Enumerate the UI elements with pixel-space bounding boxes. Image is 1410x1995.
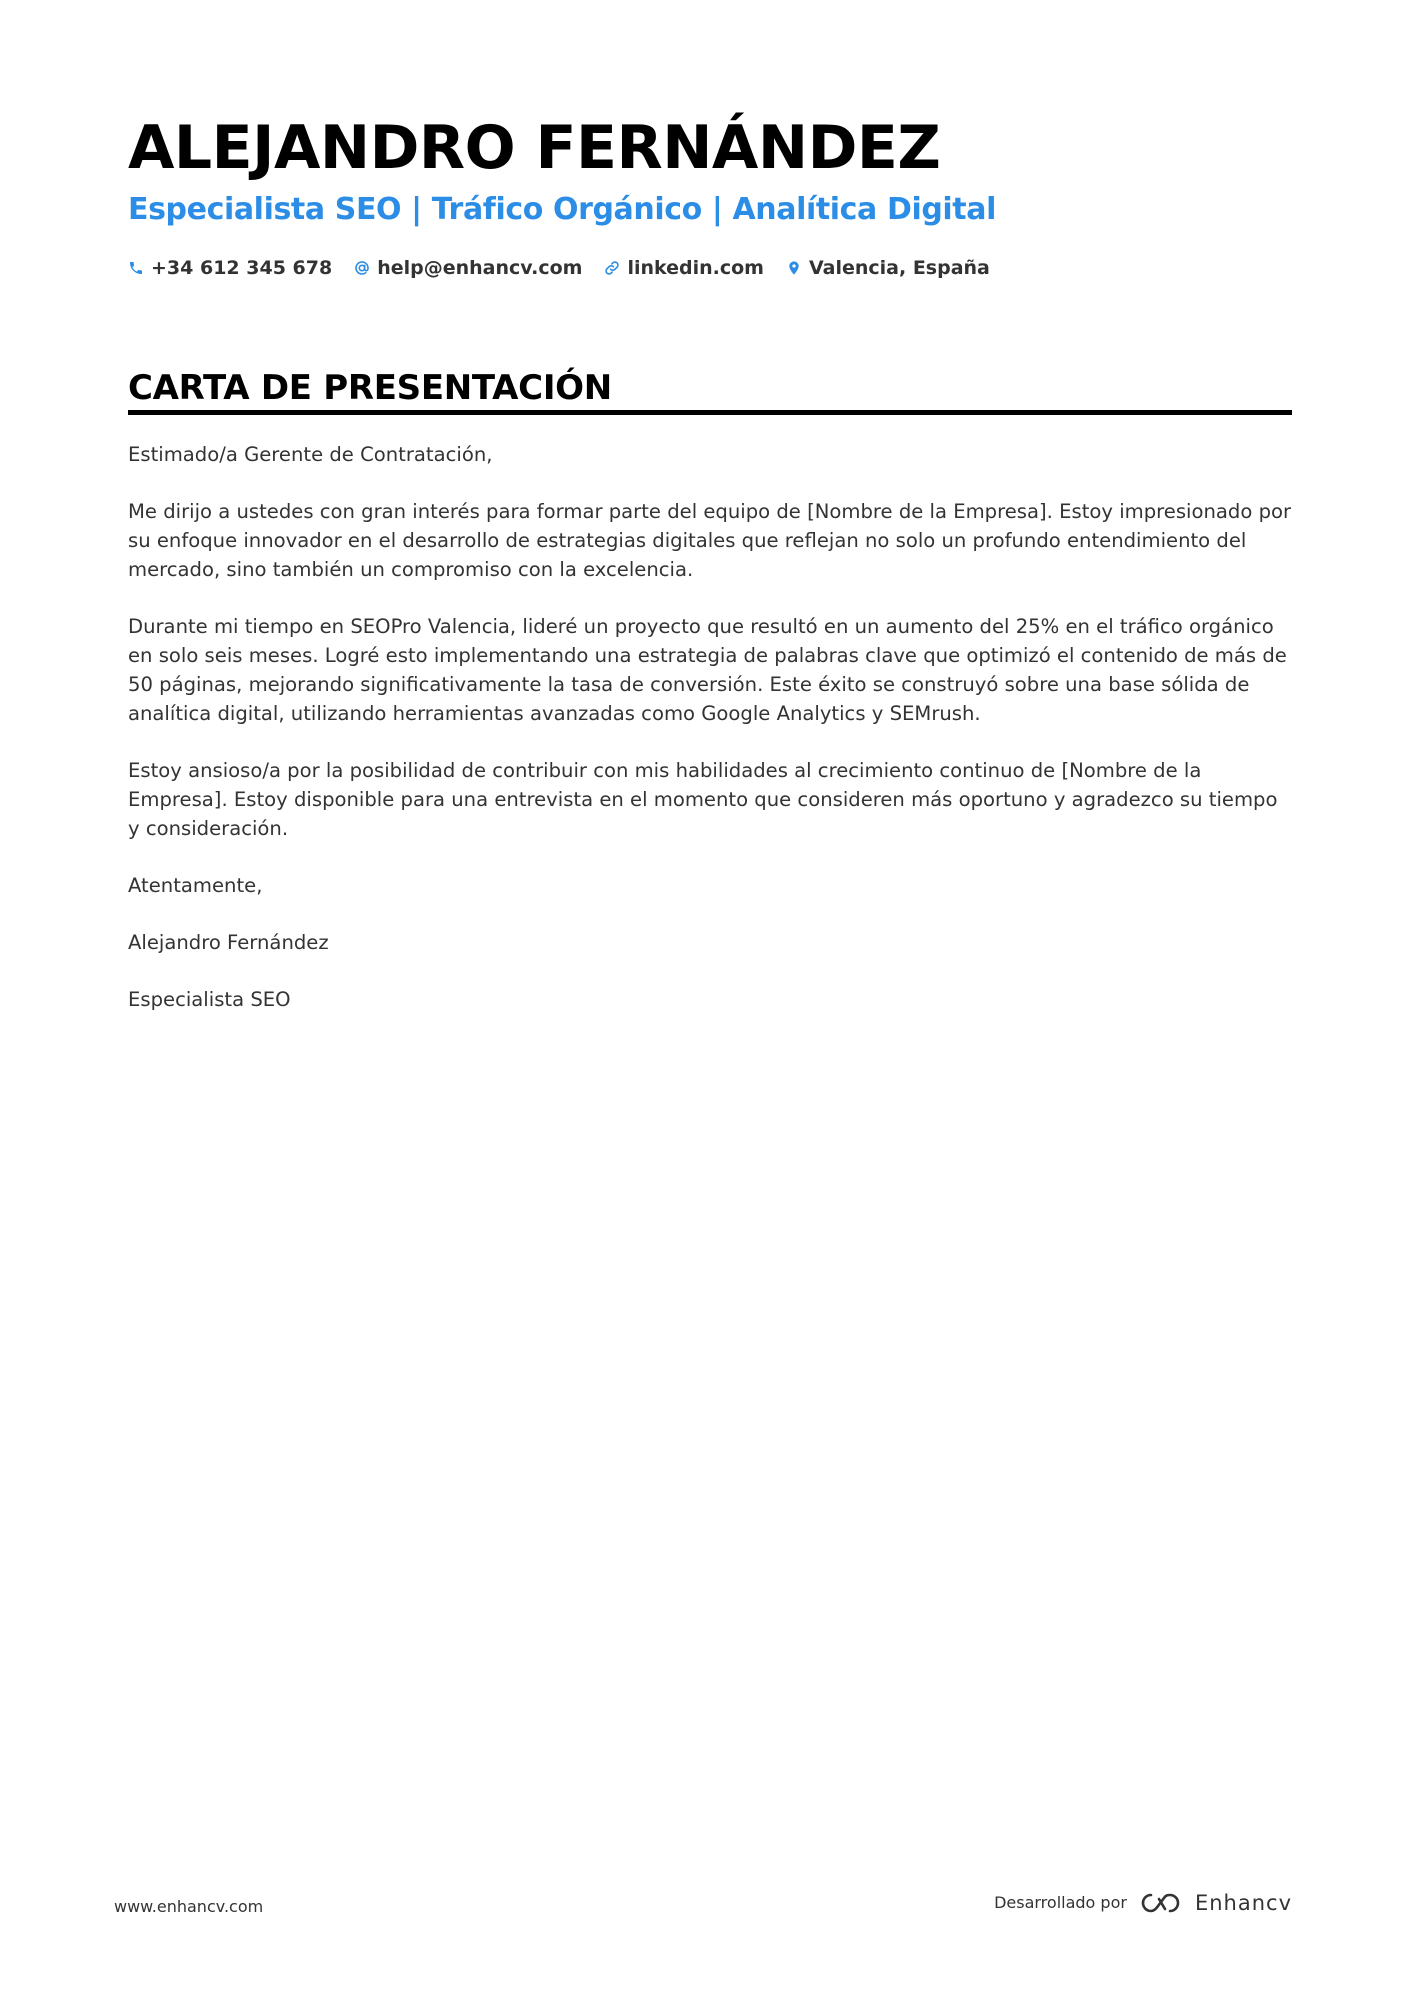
signature-name: Alejandro Fernández xyxy=(128,931,329,954)
contact-phone-text: +34 612 345 678 xyxy=(151,257,333,279)
location-pin-icon xyxy=(786,260,802,276)
signature-title: Especialista SEO xyxy=(128,988,291,1011)
letter-greeting: Estimado/a Gerente de Contratación, xyxy=(128,443,493,466)
enhancv-logo-icon xyxy=(1139,1891,1185,1915)
contact-linkedin[interactable] xyxy=(604,255,764,281)
letter-closing: Atentamente, xyxy=(128,874,263,897)
letter-paragraph: Durante mi tiempo en SEOPro Valencia, lideré un proyecto que resultó en un aumento del 25% en el tráfico orgánico en solo seis meses. Logré esto implementando una estrategia de palabras clave que optimizó el contenido de más de 50 páginas, mejorando significativamente la tasa de conversión. Este éxito se construyó sobre una base sólida de analítica digital, utilizando herramientas avanzadas como Google Analytics y SEMrush. xyxy=(128,615,1287,725)
section-title: CARTA DE PRESENTACIÓN xyxy=(128,368,612,408)
contact-email-text: help@enhancv.com xyxy=(377,257,583,279)
contact-bar xyxy=(128,255,1012,281)
phone-icon xyxy=(128,260,144,276)
letter-paragraph: Estoy ansioso/a por la posibilidad de contribuir con mis habilidades al crecimiento continuo de [Nombre de la Empresa]. Estoy disponible para una entrevista en el momento que consideren más oportuno y agradezco su tiempo y consideración. xyxy=(128,759,1278,840)
brand-name: Enhancv xyxy=(1194,1891,1292,1915)
contact-linkedin-text: linkedin.com xyxy=(627,257,764,279)
contact-email[interactable] xyxy=(354,255,582,281)
contact-location xyxy=(786,255,990,281)
letter-body xyxy=(128,440,1292,1042)
contact-location-text: Valencia, España xyxy=(808,257,990,279)
footer-website[interactable]: www.enhancv.com xyxy=(114,1897,264,1916)
link-icon xyxy=(604,260,620,276)
candidate-name: ALEJANDRO FERNÁNDEZ xyxy=(128,113,941,183)
powered-by-label: Desarrollado por xyxy=(994,1893,1127,1912)
candidate-headline: Especialista SEO | Tráfico Orgánico | Analítica Digital xyxy=(128,192,996,227)
contact-phone xyxy=(128,255,332,281)
section-divider xyxy=(128,410,1292,415)
letter-paragraph: Me dirijo a ustedes con gran interés para formar parte del equipo de [Nombre de la Empresa]. Estoy impresionado por su enfoque innovador en el desarrollo de estrategias digitales que reflejan no solo un profundo entendimiento del mercado, sino también un compromiso con la excelencia. xyxy=(128,500,1292,581)
footer-branding[interactable] xyxy=(994,1890,1292,1916)
at-icon xyxy=(354,260,370,276)
